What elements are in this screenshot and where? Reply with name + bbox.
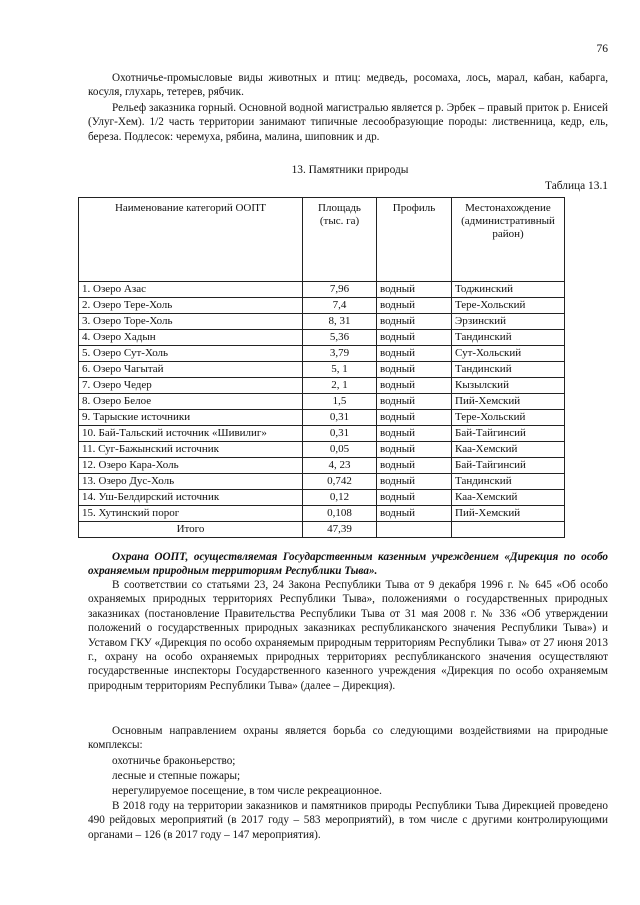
table-row: [79, 298, 565, 314]
header-name: Наименование категорий ООПТ: [79, 198, 303, 282]
cell-location: Тере-Хольский: [452, 298, 565, 314]
cell-location: Сут-Хольский: [452, 346, 565, 362]
list-item: охотничье браконьерство;: [112, 755, 236, 767]
cell-name: 11. Суг-Бажынский источник: [79, 442, 303, 458]
cell-name: 15. Хутинский порог: [79, 506, 303, 522]
cell-profile: водный: [377, 378, 452, 394]
cell-name: 9. Тарыские источники: [79, 410, 303, 426]
cell-name: 1. Озеро Азас: [79, 282, 303, 298]
cell-location: Каа-Хемский: [452, 442, 565, 458]
cell-profile: водный: [377, 394, 452, 410]
cell-profile: водный: [377, 282, 452, 298]
cell-total-area: 47,39: [303, 522, 377, 538]
cell-name: 4. Озеро Хадын: [79, 330, 303, 346]
cell-profile: водный: [377, 458, 452, 474]
cell-name: 8. Озеро Белое: [79, 394, 303, 410]
nature-monuments-table: [78, 197, 565, 538]
table-row: [79, 394, 565, 410]
cell-area: 2, 1: [303, 378, 377, 394]
cell-area: 0,31: [303, 426, 377, 442]
paragraph-relief: Рельеф заказника горный. Основной водной магистралью является р. Эрбек – правый приток р. Енисей (Улуг-Хем). 1/2 часть территории занимают типичные лесообразующие породы: лиственница, кедр, ель, береза. Подлесок: черемуха, рябина, малина, шиповник и др.: [88, 102, 608, 143]
header-profile: Профиль: [377, 198, 452, 282]
cell-profile: водный: [377, 490, 452, 506]
cell-profile: водный: [377, 362, 452, 378]
cell-name: 14. Уш-Белдирский источник: [79, 490, 303, 506]
cell-name: 12. Озеро Кара-Холь: [79, 458, 303, 474]
paragraph-fauna: Охотничье-промысловые виды животных и птиц: медведь, росомаха, лось, марал, кабан, кабарга, косуля, глухарь, тетерев, рябчик.: [88, 72, 608, 99]
cell-area: 1,5: [303, 394, 377, 410]
paragraph-legal-basis: В соответствии со статьями 23, 24 Закона Республики Тыва от 9 декабря 1996 г. № 645 «Об особо охраняемых природных территориях Республики Тыва», положениями о государственных природных заказниках (постановление Правительства Республики Тыва от 31 мая 2008 г. № 336 «Об утверждении положений о государственных природных заказниках республиканского значения Республики Тыва») и Уставом ГКУ «Дирекция по особо охраняемым природным территориям Республики Тыва» от 27 июня 2013 г., охрану на особо охраняемых природных территориях республиканского значения осуществляют государственные инспекторы Государственного казенного учреждения «Дирекция по особо охраняемым природным территориям Республики Тыва» (далее – Дирекция).: [88, 579, 608, 692]
table-row: [79, 458, 565, 474]
cell-area: 0,742: [303, 474, 377, 490]
list-item: нерегулируемое посещение, в том числе рекреационное.: [112, 785, 382, 797]
cell-profile: водный: [377, 442, 452, 458]
cell-area: 8, 31: [303, 314, 377, 330]
cell-name: 5. Озеро Сут-Холь: [79, 346, 303, 362]
cell-profile: водный: [377, 330, 452, 346]
table-row: [79, 410, 565, 426]
table-row: [79, 346, 565, 362]
cell-name: 6. Озеро Чагытай: [79, 362, 303, 378]
table-label: Таблица 13.1: [545, 180, 608, 192]
cell-area: 7,4: [303, 298, 377, 314]
page-number: 76: [596, 43, 608, 55]
cell-location: Пий-Хемский: [452, 506, 565, 522]
cell-profile: водный: [377, 298, 452, 314]
cell-area: 3,79: [303, 346, 377, 362]
header-area: Площадь (тыс. га): [303, 198, 377, 282]
cell-profile: водный: [377, 426, 452, 442]
cell-name: 3. Озеро Торе-Холь: [79, 314, 303, 330]
cell-area: 5,36: [303, 330, 377, 346]
table-row: [79, 426, 565, 442]
cell-name: 10. Бай-Тальский источник «Шивилиг»: [79, 426, 303, 442]
table-row: [79, 442, 565, 458]
paragraph-directions: Основным направлением охраны является борьба со следующими воздействиями на природные комплексы:: [88, 725, 608, 752]
table-total-row: [79, 522, 565, 538]
cell-location: Тандинский: [452, 330, 565, 346]
cell-profile: водный: [377, 314, 452, 330]
cell-location: Тандинский: [452, 362, 565, 378]
cell-location: Тоджинский: [452, 282, 565, 298]
cell-location: Каа-Хемский: [452, 490, 565, 506]
cell-location: Бай-Тайгинсий: [452, 426, 565, 442]
cell-empty: [452, 522, 565, 538]
cell-location: Кызылский: [452, 378, 565, 394]
table-row: [79, 362, 565, 378]
cell-total-label: Итого: [79, 522, 303, 538]
cell-location: Тере-Хольский: [452, 410, 565, 426]
cell-area: 0,05: [303, 442, 377, 458]
table-row: [79, 474, 565, 490]
cell-location: Эрзинский: [452, 314, 565, 330]
cell-profile: водный: [377, 410, 452, 426]
cell-profile: водный: [377, 474, 452, 490]
table-row: [79, 282, 565, 298]
cell-name: 2. Озеро Тере-Холь: [79, 298, 303, 314]
cell-area: 0,12: [303, 490, 377, 506]
cell-location: Тандинский: [452, 474, 565, 490]
table-row: [79, 314, 565, 330]
cell-location: Пий-Хемский: [452, 394, 565, 410]
paragraph-raids: В 2018 году на территории заказников и памятников природы Республики Тыва Дирекцией проведено 490 рейдовых мероприятий (в 2017 году – 583 мероприятий), в том числе с другими контролирующими органами – 126 (в 2017 году – 147 мероприятия).: [88, 800, 608, 841]
cell-area: 0,31: [303, 410, 377, 426]
cell-profile: водный: [377, 346, 452, 362]
cell-location: Бай-Тайгинсий: [452, 458, 565, 474]
list-item: лесные и степные пожары;: [112, 770, 241, 782]
cell-area: 4, 23: [303, 458, 377, 474]
table-row: [79, 330, 565, 346]
section-heading: Охрана ООПТ, осуществляемая Государственным казенным учреждением «Дирекция по особо охраняемым природным территориям Республики Тыва».: [88, 551, 608, 578]
table-row: [79, 490, 565, 506]
table-title: 13. Памятники природы: [291, 164, 409, 176]
cell-profile: водный: [377, 506, 452, 522]
cell-empty: [377, 522, 452, 538]
cell-name: 13. Озеро Дус-Холь: [79, 474, 303, 490]
cell-area: 7,96: [303, 282, 377, 298]
cell-name: 7. Озеро Чедер: [79, 378, 303, 394]
table-header-row: [79, 198, 565, 282]
table-row: [79, 506, 565, 522]
cell-area: 0,108: [303, 506, 377, 522]
header-location: Местонахождение (административный район): [452, 198, 565, 282]
cell-area: 5, 1: [303, 362, 377, 378]
table-row: [79, 378, 565, 394]
